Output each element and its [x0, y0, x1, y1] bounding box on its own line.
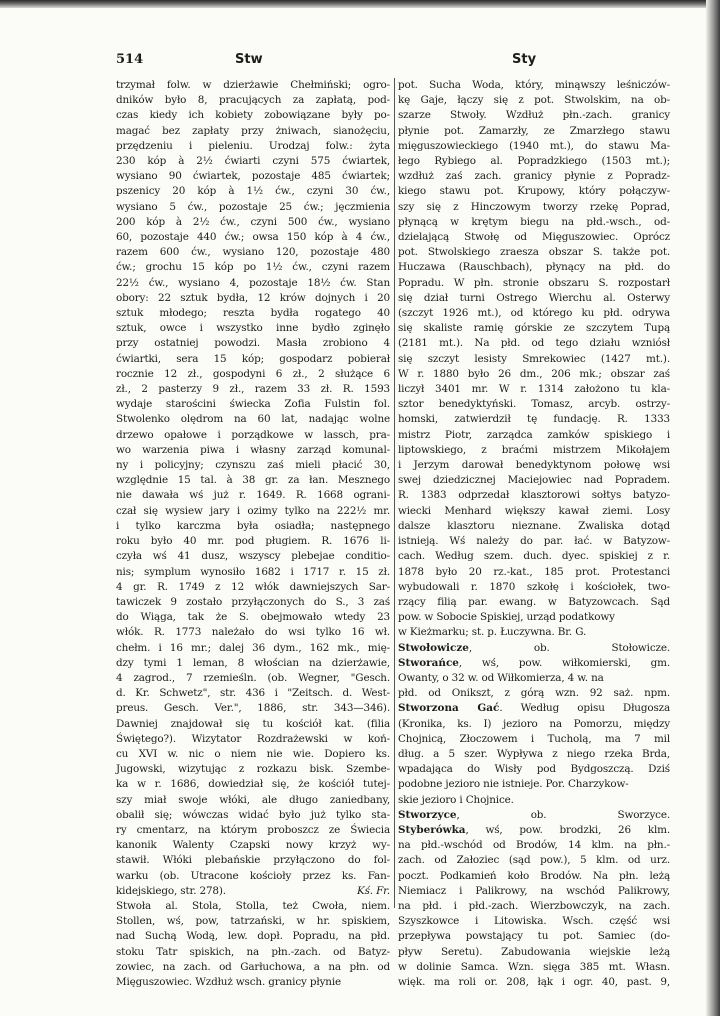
right-text-line: Stworzyce, ob. Sworzyce.: [398, 808, 670, 821]
catchword-left: Stw: [235, 52, 263, 67]
left-text-line: kanonik Walenty Czapski nowy krzyż wy-: [116, 839, 390, 852]
right-text-line: (szczyt 1926 mt.), od którego ku płd. odrywa: [398, 307, 670, 320]
right-text-line: dług. a 5 szer. Wypływa z niego rzeka Brda,: [398, 747, 670, 760]
right-text-line: liczył 3401 mr. W r. 1314 założono tu kla-: [398, 383, 670, 396]
right-text-line: skie jezioro i Chojnice.: [398, 793, 514, 806]
left-text-line: preus. Gesch. Ver.", 1886, str. 343—346).: [116, 702, 390, 715]
right-text-line: dalsze klasztoru nieznane. Zwaliska dotąd: [398, 519, 670, 532]
left-text-line: d. Kr. Schwetz", str. 436 i "Zeitsch. d. West-: [116, 687, 390, 700]
right-text-line: płd. od Onikszt, z górą wzn. 92 saż. npm.: [398, 687, 670, 700]
right-text-line: przepływa powstający tu pot. Samiec (do-: [398, 930, 670, 943]
right-text-line: homski, zatwierdził tę fundację. R. 1333: [398, 413, 670, 426]
entry-headword: Stwołowicze: [398, 641, 469, 654]
right-text-line: dzielającą Stwołę od Mięguszowiec. Oprócz: [398, 231, 670, 244]
right-text-line: się skaliste ramię górskie ze szczytem Tupą: [398, 322, 670, 335]
right-text-line: Chojnicą, Złoczowem i Tucholą, ma 7 mil: [398, 732, 670, 745]
right-text-line: istnieją. Wś należy do par. łać. w Batyzow-: [398, 535, 670, 548]
left-text-line: i tylko karczma była osiadła; następnego: [116, 519, 390, 532]
left-text-line: wysiano 5 ćw., pozostaje 25 ćw.; jęczmienia: [116, 200, 390, 213]
left-text-line: Świętego?). Wizytator Rozdrażewski w koń-: [116, 732, 390, 745]
left-text-line: razem 600 ćw., wysiano 120, pozostaje 480: [116, 246, 390, 259]
left-column: [116, 78, 390, 988]
right-text-line: w Kieżmarku; st. p. Łuczywna. Br. G.: [398, 626, 587, 639]
right-text-line: mistrz Piotr, zarządca zamków spiskiego i: [398, 428, 670, 441]
left-text-line: 4 gr. R. 1749 z 12 włók dawniejszych Sar-: [116, 580, 390, 593]
left-text-line: wo warzenia piwa i własny zarząd komunal-: [116, 443, 390, 456]
right-text-line: wpadająca do Wisły pod Bydgoszczą. Dziś: [398, 763, 670, 776]
right-text-line: wiecki Menhard większy kawał ziemi. Losy: [398, 504, 670, 517]
right-text-line: kę Gaje, łączy się z pot. Stwolskim, na ob-: [398, 94, 670, 107]
left-text-line: Stwolenko olędrom na 60 lat, nadając wolne: [116, 413, 390, 426]
scan-right-edge: [706, 0, 720, 1016]
left-text-line: przy ostatniej powodzi. Masła zrobiono 4: [116, 337, 390, 350]
left-text-line: ćwiartki, sera 15 kóp; gospodarz pobierał: [116, 352, 390, 365]
left-text-line: wydaje starościni świecka Zofia Fulstin fol.: [116, 398, 390, 411]
right-text-line: rzący filią par. ewang. w Batyzowcach. Sąd: [398, 595, 670, 608]
left-text-line: ry cmentarz, na którym proboszcz ze Świecia: [116, 823, 390, 836]
left-text-line: obory: 22 sztuk bydła, 12 krów dojnych i 20: [116, 291, 390, 304]
left-text-line: dzy tymi 1 leman, 8 włościan na dzierżawie,: [116, 656, 390, 669]
left-text-line: względnie 15 tal. à 38 gr. za łan. Mesznego: [116, 474, 390, 487]
right-text-line: Owanty, o 32 w. od Wiłkomierza, 4 w. na: [398, 671, 604, 684]
right-text-line: zach. od Załoziec (sąd pow.), 5 klm. od urz.: [398, 854, 670, 867]
right-text-line: Huczawa (Rauschbach), płynący na płd. do: [398, 261, 670, 274]
left-text-line: przędzeniu i pieleniu. Urodzaj folw.: żyta: [116, 139, 390, 152]
right-text-line: R. 1383 odprzedał klasztorowi sołtys batyzo-: [398, 489, 670, 502]
right-text-line: (2181 mt.). Na płd. od tego działu wzniósł: [398, 337, 670, 350]
left-text-line: czas kiedy ich kobiety zobowiązane były po-: [116, 109, 390, 122]
right-text-line: Stwołowicze, ob. Stołowicze.: [398, 641, 670, 654]
left-text-line: ny i policyjny; czynszu zaś mieli płacić 30,: [116, 459, 390, 472]
left-text-line: chełm. i 16 mr.; dalej 36 dym., 162 mk., mię-: [116, 641, 390, 654]
right-text-line: liptowskiego, z braćmi mistrzem Mikołajem: [398, 443, 670, 456]
entry-headword: Stworańce: [398, 656, 459, 669]
right-text-line: szarze Stwoły. Wzdłuż płn.-zach. granicy: [398, 109, 670, 122]
right-text-line: łego Rybiego al. Popradzkiego (1503 mt.);: [398, 155, 670, 168]
page-header: [116, 52, 669, 70]
left-text-line: cu XVI w. nic o niem nie wie. Dopiero ks.: [116, 747, 390, 760]
left-text-line: 230 kóp à 2½ ćwiarti czyni 575 ćwiartek,: [116, 155, 390, 168]
right-text-line: pot. Sucha Woda, który, minąwszy leśniczów-: [398, 79, 670, 91]
right-text-line: kiego stawu pot. Krupowy, który połączyw-: [398, 185, 670, 198]
left-text-line: nie dawała wś już r. 1649. R. 1668 ograni-: [116, 489, 390, 502]
left-text-line: stawił. Włóki plebańskie przyłączono do fol-: [116, 854, 390, 867]
scan-top-edge: [0, 0, 720, 8]
catchword-right: Sty: [512, 52, 537, 67]
right-column: [398, 78, 670, 988]
right-text-line: (Kronika, ks. I) jezioro na Pomorzu, między: [398, 717, 670, 730]
right-text-line: na płd.-wschód od Brodów, 14 klm. na płn.-: [398, 839, 670, 852]
left-text-line: nad Suchą Wodą, lew. dopł. Popradu, na płd.: [116, 930, 390, 943]
left-text-line: Jugowski, wizytując z rozkazu bisk. Szembe-: [116, 763, 390, 776]
left-text-line: do Wiąga, tak że S. obejmowało wtedy 23: [116, 611, 390, 624]
right-text-line: poczt. Podkamień koło Brodów. Na płn. leżą: [398, 869, 670, 882]
page-number: 514: [116, 52, 144, 67]
right-text-line: Niemiacz i Palikrowy, na wschód Palikrowy,: [398, 884, 670, 897]
left-text-line: magać bez zapłaty przy żniwach, sianożęciu,: [116, 124, 390, 137]
right-text-line: 1878 było 20 rz.-kat., 185 prot. Protestanci: [398, 565, 670, 578]
right-text-line: Stworańce, wś, pow. wiłkomierski, gm.: [398, 656, 670, 669]
right-text-line: Stworzona Gać. Według opisu Długosza: [398, 702, 670, 715]
left-text-line: obalił się; wówczas widać było już tylko sta-: [116, 808, 390, 821]
right-text-line: się szczyt lesisty Smrekowiec (1427 mt.).: [398, 352, 670, 365]
left-text-line: Stollen, wś, pow, tatrzański, w hr. spiskiem,: [116, 915, 390, 928]
right-text-line: swej dziedzicznej Maciejowiec nad Popradem.: [398, 474, 670, 487]
left-text-line: Dawniej znajdował się tu kościół kat. (filia: [116, 717, 390, 730]
left-text-line: szy miał swoje włóki, ale długo zaniedbany,: [116, 793, 390, 806]
entry-headword: Styberówka: [398, 823, 466, 836]
left-text-line: czał się wysiew jary i ozimy tylko na 222½ mr.: [116, 504, 390, 517]
right-text-line: sztor benedyktyński. Tomasz, arcyb. ostrzy-: [398, 398, 670, 411]
left-text-line: kidejskiego, str. 278).: [116, 884, 226, 897]
right-text-line: szy się z Hinczowym tworzy rzekę Poprad,: [398, 200, 670, 213]
entry-headword: Stworzona Gać: [398, 702, 500, 715]
left-text-line: zowiec, na zach. od Garłuchowa, a na płn. od: [116, 960, 390, 973]
left-text-line: drzewo opałowe i porządkowe w lassch, pra-: [116, 428, 390, 441]
right-text-line: więk. ma roli or. 208, łąk i ogr. 40, past. 9,: [398, 975, 670, 988]
right-text-line: podobne jezioro nie istnieje. Por. Charzykow-: [398, 778, 629, 791]
left-text-line: 4 zagrod., 7 rzemieśln. (ob. Wegner, "Gesch.: [116, 671, 390, 684]
left-text-line: nis; symplum wynosiło 1682 i 1717 r. 15 zł.: [116, 565, 390, 578]
right-text-line: pot. Stwolskiego zraesza obszar S. także pot.: [398, 246, 670, 259]
right-text-line: Szyszkowce i Litowiska. Wsch. część wsi: [398, 915, 670, 928]
right-text-line: mięguszowieckiego (1940 mt.), do stawu Ma-: [398, 139, 670, 152]
right-text-line: płynie pot. Zamarzły, ze Zmarzłego stawu: [398, 124, 670, 137]
right-text-line: wybudowali r. 1870 szkołę i kościołek, two-: [398, 580, 670, 593]
left-text-line: czyła wś 41 dusz, wszyscy plebejae conditio-: [116, 550, 390, 563]
right-text-line: cach. Według szem. duch. dyec. spiskiej z r.: [398, 550, 670, 563]
column-divider: [394, 78, 395, 908]
right-text-line: w dolinie Samca. Wzn. sięga 385 mt. Własn.: [398, 960, 670, 973]
left-text-line: ćw.; grochu 15 kóp po 1½ ćw., czyni razem: [116, 261, 390, 274]
right-text-line: Popradu. W płn. stronie obszaru S. rozpostarł: [398, 276, 670, 289]
left-text-line: włók. R. 1773 należało do wsi tylko 16 wł.: [116, 626, 390, 639]
left-text-line: stoku Tatr spiskich, na płn.-zach. od Batyz-: [116, 945, 390, 958]
left-text-line: zł., 2 pasterzy 9 zł., razem 33 zł. R. 1593: [116, 383, 390, 396]
left-text-line: 200 kóp à 2½ ćw., czyni 500 ćw., wysiano: [116, 215, 390, 228]
left-text-line: rocznie 12 zł., gospodyni 6 zł., 2 służące 6: [116, 367, 390, 380]
left-text-line: pszenicy 20 kóp à 1½ ćw., czyni 30 ćw.,: [116, 185, 390, 198]
right-text-line: i Jerzym darował benedyktynom połowę wsi: [398, 459, 670, 472]
right-text-line: pow. w Sobocie Spiskiej, urząd podatkowy: [398, 611, 615, 624]
left-text-line: sztuk, owce i wszystko inne bydło zginęło: [116, 322, 390, 335]
right-text-line: W r. 1880 było 26 dm., 206 mk.; obszar zaś: [398, 367, 670, 380]
left-text-line: trzymał folw. w dzierżawie Chełmiński; ogro-: [116, 79, 390, 91]
left-text-line: Stwoła al. Stola, Stolla, też Cwoła, niem.: [116, 899, 390, 912]
left-text-line: warku (ob. Utracone kościoły przez ks. Fan-: [116, 869, 390, 882]
entry-headword: Stworzyce: [398, 808, 457, 821]
author-signature: Kś. Fr.: [357, 884, 390, 897]
left-text-line: ka w r. 1686, dowiedział się, że kościół tutej-: [116, 778, 390, 791]
left-text-line: 22½ ćw., wysiano 4, pozostaje 18½ ćw. Stan: [116, 276, 390, 289]
left-text-line: wysiano 90 ćwiartek, pozostaje 485 ćwiartek;: [116, 170, 390, 183]
left-text-line: 60, pozostaje 440 ćw.; owsa 150 kóp à 4 ćw.,: [116, 231, 390, 244]
left-text-line: sztuk młodego; reszta bydła rogatego 40: [116, 307, 390, 320]
left-text-line: dników było 8, pracujących za zapłatą, pod-: [116, 94, 390, 107]
right-text-line: Styberówka, wś, pow. brodzki, 26 klm.: [398, 823, 670, 836]
left-text-line: Mięguszowiec. Wzdłuż wsch. granicy płynie: [116, 976, 342, 988]
right-text-line: wzdłuż zaś zach. granicy płynie z Popradz-: [398, 170, 670, 183]
right-text-line: na płd. i płd.-zach. Wierzbowczyk, na zach.: [398, 899, 670, 912]
right-text-line: pływ Seretu). Zabudowania wiejskie leżą: [398, 945, 670, 958]
right-text-line: się dział turni Ostrego Wierchu al. Osterwy: [398, 291, 670, 304]
left-text-line: tawiczek 9 zostało przyłączonych do S., 3 zaś: [116, 595, 390, 608]
right-text-line: płynącą w krętym biegu na płd.-wsch., od-: [398, 215, 670, 228]
left-text-line: roku było 40 mr. pod pługiem. R. 1676 li-: [116, 535, 390, 548]
